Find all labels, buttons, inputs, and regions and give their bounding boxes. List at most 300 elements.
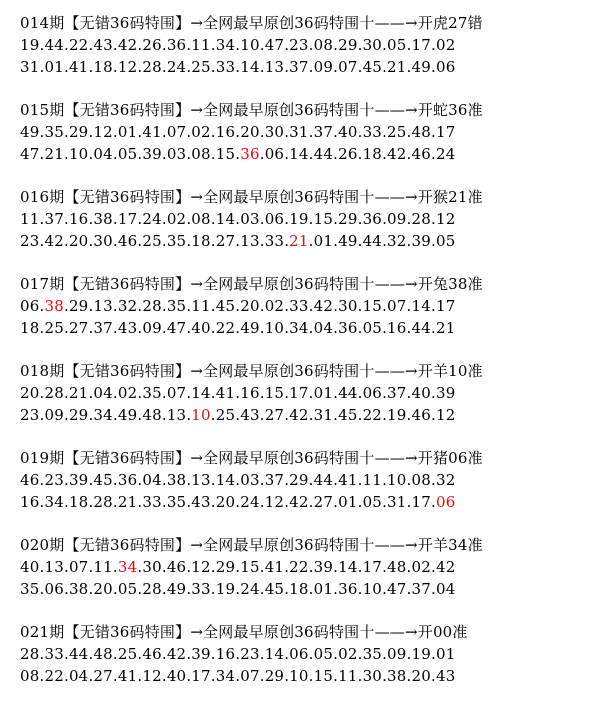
- number: 09: [387, 210, 407, 228]
- number: 31: [387, 493, 407, 511]
- number: 04: [142, 471, 162, 489]
- number: 18: [289, 580, 309, 598]
- number: 20: [240, 297, 260, 315]
- number: 42: [289, 493, 309, 511]
- number: 05: [117, 580, 138, 598]
- number: 38: [166, 471, 187, 489]
- issue-header: 014期【无错36码特围】→全网最早原创36码特围十——→开虎27错: [20, 14, 483, 32]
- number: 29: [264, 667, 285, 685]
- number: 33: [142, 493, 162, 511]
- number: 01: [313, 384, 334, 402]
- number: 12: [117, 58, 138, 76]
- number: 33: [289, 297, 309, 315]
- number: 26: [142, 36, 162, 54]
- number: 35: [362, 645, 383, 663]
- number: 17: [289, 384, 309, 402]
- number: 30: [142, 558, 162, 576]
- number: 28: [44, 384, 64, 402]
- number: 39: [191, 645, 211, 663]
- number: 12: [93, 123, 113, 141]
- number: 30: [362, 667, 383, 685]
- number: 20: [68, 232, 89, 250]
- number: 14: [240, 58, 260, 76]
- number: 11: [191, 297, 211, 315]
- number-row: 16.34.18.28.21.33.35.43.20.24.12.42.27.01.05.31.17.06: [20, 493, 456, 511]
- number: 43: [435, 667, 456, 685]
- number: 12: [191, 558, 211, 576]
- number: 05: [387, 36, 407, 54]
- number: 27: [68, 319, 89, 337]
- number: 40: [411, 384, 431, 402]
- highlighted-number: 10: [191, 406, 211, 424]
- number: 39: [435, 384, 456, 402]
- number: 49: [166, 580, 187, 598]
- number-row: 40.13.07.11.34.30.46.12.29.15.41.22.39.14.17.48.02.42: [20, 558, 456, 576]
- number: 27: [93, 667, 113, 685]
- number: 41: [338, 471, 358, 489]
- number: 42: [166, 645, 187, 663]
- number: 17: [362, 558, 383, 576]
- number: 13: [264, 58, 285, 76]
- number: 23: [44, 471, 64, 489]
- number: 32: [387, 232, 407, 250]
- number: 40: [20, 558, 40, 576]
- number: 06: [435, 58, 456, 76]
- number: 46: [411, 145, 431, 163]
- number: 03: [240, 210, 260, 228]
- number: 04: [93, 384, 113, 402]
- issue-block: [20, 186, 590, 273]
- number: 35: [166, 493, 187, 511]
- number: 37: [289, 58, 309, 76]
- number: 19: [20, 36, 40, 54]
- number: 06: [264, 145, 285, 163]
- number: 23: [20, 232, 40, 250]
- number: 29: [289, 471, 309, 489]
- number: 02: [338, 645, 358, 663]
- number: 35: [166, 232, 187, 250]
- number: 37: [313, 123, 334, 141]
- number: 22: [68, 36, 89, 54]
- number: 28: [93, 493, 113, 511]
- issue-header: 021期【无错36码特围】→全网最早原创36码特围十——→开00准: [20, 623, 468, 641]
- number: 16: [215, 123, 236, 141]
- number: 38: [93, 210, 113, 228]
- number: 18: [93, 58, 113, 76]
- number: 33: [44, 645, 64, 663]
- number: 42: [387, 145, 407, 163]
- number: 09: [142, 319, 162, 337]
- number: 39: [68, 471, 89, 489]
- number: 43: [117, 319, 138, 337]
- number: 01: [435, 645, 456, 663]
- number: 01: [313, 232, 334, 250]
- number: 36: [166, 36, 187, 54]
- number: 36: [117, 471, 138, 489]
- number: 37: [44, 210, 64, 228]
- number: 48: [93, 645, 113, 663]
- number: 41: [68, 58, 89, 76]
- number: 42: [117, 36, 138, 54]
- number: 42: [289, 406, 309, 424]
- number: 10: [289, 667, 309, 685]
- number: 28: [20, 645, 40, 663]
- number: 47: [264, 36, 285, 54]
- number: 26: [338, 145, 358, 163]
- number: 47: [20, 145, 40, 163]
- number: 37: [387, 384, 407, 402]
- number: 17: [435, 123, 456, 141]
- number: 28: [142, 58, 162, 76]
- number: 02: [264, 297, 285, 315]
- number: 07: [240, 667, 260, 685]
- number: 21: [435, 319, 456, 337]
- number: 42: [435, 558, 456, 576]
- number: 07: [387, 297, 407, 315]
- number: 25: [215, 406, 236, 424]
- number: 33: [264, 232, 285, 250]
- number: 36: [338, 319, 358, 337]
- number: 43: [93, 36, 113, 54]
- number: 02: [191, 123, 211, 141]
- number: 44: [68, 645, 89, 663]
- number: 15: [362, 297, 383, 315]
- number: 41: [215, 384, 236, 402]
- number: 02: [435, 36, 456, 54]
- number: 07: [68, 558, 89, 576]
- number: 27: [215, 232, 236, 250]
- number-row: 06.38.29.13.32.28.35.11.45.20.02.33.42.30.15.07.14.17: [20, 297, 456, 315]
- number: 42: [313, 297, 334, 315]
- number: 35: [44, 123, 64, 141]
- number: 42: [44, 232, 64, 250]
- number: 29: [68, 406, 89, 424]
- number: 33: [362, 123, 383, 141]
- number: 27: [264, 406, 285, 424]
- number: 14: [338, 558, 358, 576]
- number: 21: [387, 58, 407, 76]
- number: 13: [240, 232, 260, 250]
- number: 09: [44, 406, 64, 424]
- number: 44: [411, 319, 431, 337]
- number: 05: [362, 319, 383, 337]
- number: 07: [166, 384, 187, 402]
- number: 03: [240, 471, 260, 489]
- number: 04: [93, 145, 113, 163]
- number: 12: [264, 493, 285, 511]
- number: 49: [240, 319, 260, 337]
- number: 25: [387, 123, 407, 141]
- number: 21: [44, 145, 64, 163]
- number: 40: [191, 319, 211, 337]
- number: 08: [191, 210, 211, 228]
- number: 06: [362, 384, 383, 402]
- number: 24: [240, 580, 260, 598]
- number: 37: [411, 580, 431, 598]
- prediction-list: [20, 12, 590, 708]
- number: 45: [215, 297, 236, 315]
- number: 46: [166, 558, 187, 576]
- number: 28: [411, 210, 431, 228]
- number: 48: [387, 558, 407, 576]
- number: 15: [313, 210, 334, 228]
- number: 06: [289, 645, 309, 663]
- number: 34: [44, 493, 64, 511]
- number: 17: [191, 667, 211, 685]
- number: 07: [166, 123, 187, 141]
- number-row: 47.21.10.04.05.39.03.08.15.36.06.14.44.26.18.42.46.24: [20, 145, 456, 163]
- number: 23: [289, 36, 309, 54]
- number: 16: [387, 319, 407, 337]
- number: 49: [411, 58, 431, 76]
- number: 10: [387, 471, 407, 489]
- number: 31: [20, 58, 40, 76]
- number: 45: [93, 471, 113, 489]
- number: 06: [20, 297, 40, 315]
- number: 01: [44, 58, 64, 76]
- number: 19: [289, 210, 309, 228]
- number: 10: [362, 580, 383, 598]
- number: 20: [240, 123, 260, 141]
- number: 20: [93, 580, 113, 598]
- number: 13: [191, 471, 211, 489]
- number: 28: [142, 297, 162, 315]
- number: 28: [142, 580, 162, 598]
- number: 37: [264, 471, 285, 489]
- number: 44: [44, 36, 64, 54]
- number: 30: [93, 232, 113, 250]
- issue-block: [20, 12, 590, 99]
- number: 35: [20, 580, 40, 598]
- number: 48: [142, 406, 162, 424]
- number: 31: [313, 406, 334, 424]
- number: 12: [435, 406, 456, 424]
- number: 16: [215, 645, 236, 663]
- number: 37: [93, 319, 113, 337]
- number: 11: [191, 36, 211, 54]
- number: 39: [313, 558, 334, 576]
- number: 22: [362, 406, 383, 424]
- number: 11: [362, 471, 383, 489]
- number: 21: [68, 384, 89, 402]
- number: 14: [215, 210, 236, 228]
- number: 41: [117, 667, 138, 685]
- number: 02: [117, 384, 138, 402]
- number: 20: [411, 667, 431, 685]
- number-row: 49.35.29.12.01.41.07.02.16.20.30.31.37.40.33.25.48.17: [20, 123, 456, 141]
- number: 10: [240, 36, 260, 54]
- number: 21: [117, 493, 138, 511]
- highlighted-number: 34: [117, 558, 138, 576]
- number: 36: [338, 580, 358, 598]
- number: 14: [215, 471, 236, 489]
- number: 45: [362, 58, 383, 76]
- number: 32: [117, 297, 138, 315]
- number: 32: [435, 471, 456, 489]
- number-row: 20.28.21.04.02.35.07.14.41.16.15.17.01.44.06.37.40.39: [20, 384, 456, 402]
- number-row: 28.33.44.48.25.46.42.39.16.23.14.06.05.02.35.09.19.01: [20, 645, 456, 663]
- number: 33: [191, 580, 211, 598]
- number: 02: [411, 558, 431, 576]
- number: 18: [20, 319, 40, 337]
- number: 16: [20, 493, 40, 511]
- number: 07: [338, 58, 358, 76]
- number: 05: [313, 645, 334, 663]
- number: 06: [264, 210, 285, 228]
- issue-header: 015期【无错36码特围】→全网最早原创36码特围十——→开蛇36准: [20, 101, 483, 119]
- issue-block: [20, 534, 590, 621]
- number: 18: [68, 493, 89, 511]
- number-row: 23.09.29.34.49.48.13.10.25.43.27.42.31.45.22.19.46.12: [20, 406, 456, 424]
- number: 49: [20, 123, 40, 141]
- number: 46: [117, 232, 138, 250]
- number: 40: [338, 123, 358, 141]
- number: 45: [338, 406, 358, 424]
- number: 29: [338, 210, 358, 228]
- number: 14: [191, 384, 211, 402]
- number: 38: [387, 667, 407, 685]
- number: 41: [142, 123, 162, 141]
- number: 14: [264, 645, 285, 663]
- number: 43: [191, 493, 211, 511]
- number: 34: [93, 406, 113, 424]
- number: 24: [166, 58, 187, 76]
- number: 29: [338, 36, 358, 54]
- number: 25: [191, 58, 211, 76]
- number: 38: [68, 580, 89, 598]
- number: 16: [68, 210, 89, 228]
- number: 43: [240, 406, 260, 424]
- number: 25: [44, 319, 64, 337]
- number: 34: [215, 667, 236, 685]
- number: 18: [191, 232, 211, 250]
- number-row: 35.06.38.20.05.28.49.33.19.24.45.18.01.36.10.47.37.04: [20, 580, 456, 598]
- number: 17: [411, 36, 431, 54]
- number: 34: [289, 319, 309, 337]
- number: 44: [338, 384, 358, 402]
- number: 10: [264, 319, 285, 337]
- number: 41: [264, 558, 285, 576]
- number: 11: [20, 210, 40, 228]
- number: 03: [166, 145, 187, 163]
- number: 04: [68, 667, 89, 685]
- number: 09: [313, 58, 334, 76]
- number: 29: [68, 123, 89, 141]
- number: 14: [411, 297, 431, 315]
- number-row: 23.42.20.30.46.25.35.18.27.13.33.21.01.49.44.32.39.05: [20, 232, 456, 250]
- issue-header: 016期【无错36码特围】→全网最早原创36码特围十——→开猴21准: [20, 188, 483, 206]
- number: 47: [166, 319, 187, 337]
- number: 11: [338, 667, 358, 685]
- number: 30: [338, 297, 358, 315]
- number: 29: [215, 558, 236, 576]
- number: 30: [362, 36, 383, 54]
- number: 15: [264, 384, 285, 402]
- number: 02: [166, 210, 187, 228]
- issue-header: 019期【无错36码特围】→全网最早原创36码特围十——→开猪06准: [20, 449, 483, 467]
- issue-header: 018期【无错36码特围】→全网最早原创36码特围十——→开羊10准: [20, 362, 483, 380]
- issue-block: [20, 447, 590, 534]
- number: 19: [411, 645, 431, 663]
- number: 24: [142, 210, 162, 228]
- number: 40: [166, 667, 187, 685]
- number: 13: [166, 406, 187, 424]
- number: 04: [435, 580, 456, 598]
- issue-block: [20, 99, 590, 186]
- number: 01: [117, 123, 138, 141]
- number: 46: [142, 645, 162, 663]
- number: 08: [411, 471, 431, 489]
- number-row: 46.23.39.45.36.04.38.13.14.03.37.29.44.41.11.10.08.32: [20, 471, 456, 489]
- number: 15: [313, 667, 334, 685]
- number: 47: [387, 580, 407, 598]
- number: 45: [264, 580, 285, 598]
- number: 27: [313, 493, 334, 511]
- number: 31: [289, 123, 309, 141]
- number: 39: [411, 232, 431, 250]
- issue-block: [20, 360, 590, 447]
- number-row: 11.37.16.38.17.24.02.08.14.03.06.19.15.29.36.09.28.12: [20, 210, 456, 228]
- issue-header: 020期【无错36码特围】→全网最早原创36码特围十——→开羊34准: [20, 536, 483, 554]
- number: 24: [240, 493, 260, 511]
- number: 25: [142, 232, 162, 250]
- number: 30: [264, 123, 285, 141]
- number: 01: [313, 580, 334, 598]
- number: 20: [20, 384, 40, 402]
- issue-block: [20, 621, 590, 708]
- number: 05: [362, 493, 383, 511]
- number: 24: [435, 145, 456, 163]
- number: 18: [362, 145, 383, 163]
- number: 49: [117, 406, 138, 424]
- number: 36: [362, 210, 383, 228]
- number: 10: [68, 145, 89, 163]
- number-row: 18.25.27.37.43.09.47.40.22.49.10.34.04.36.05.16.44.21: [20, 319, 456, 337]
- number: 48: [411, 123, 431, 141]
- number: 17: [411, 493, 431, 511]
- number: 46: [20, 471, 40, 489]
- number: 19: [387, 406, 407, 424]
- number: 06: [44, 580, 64, 598]
- number: 20: [215, 493, 236, 511]
- number: 05: [117, 145, 138, 163]
- number: 17: [117, 210, 138, 228]
- number: 23: [20, 406, 40, 424]
- number: 49: [338, 232, 358, 250]
- number: 15: [215, 145, 236, 163]
- issue-block: [20, 273, 590, 360]
- highlighted-number: 36: [240, 145, 260, 163]
- number-row: 08.22.04.27.41.12.40.17.34.07.29.10.15.11.30.38.20.43: [20, 667, 456, 685]
- number: 12: [142, 667, 162, 685]
- number: 23: [240, 645, 260, 663]
- number: 44: [362, 232, 383, 250]
- highlighted-number: 38: [44, 297, 64, 315]
- number: 46: [411, 406, 431, 424]
- number: 34: [215, 36, 236, 54]
- number: 08: [191, 145, 211, 163]
- number: 13: [93, 297, 113, 315]
- number: 15: [240, 558, 260, 576]
- number: 05: [435, 232, 456, 250]
- number-row: 19.44.22.43.42.26.36.11.34.10.47.23.08.29.30.05.17.02: [20, 36, 456, 54]
- number: 17: [435, 297, 456, 315]
- number: 12: [435, 210, 456, 228]
- highlighted-number: 06: [435, 493, 456, 511]
- number: 13: [44, 558, 64, 576]
- number: 04: [313, 319, 334, 337]
- number: 14: [289, 145, 309, 163]
